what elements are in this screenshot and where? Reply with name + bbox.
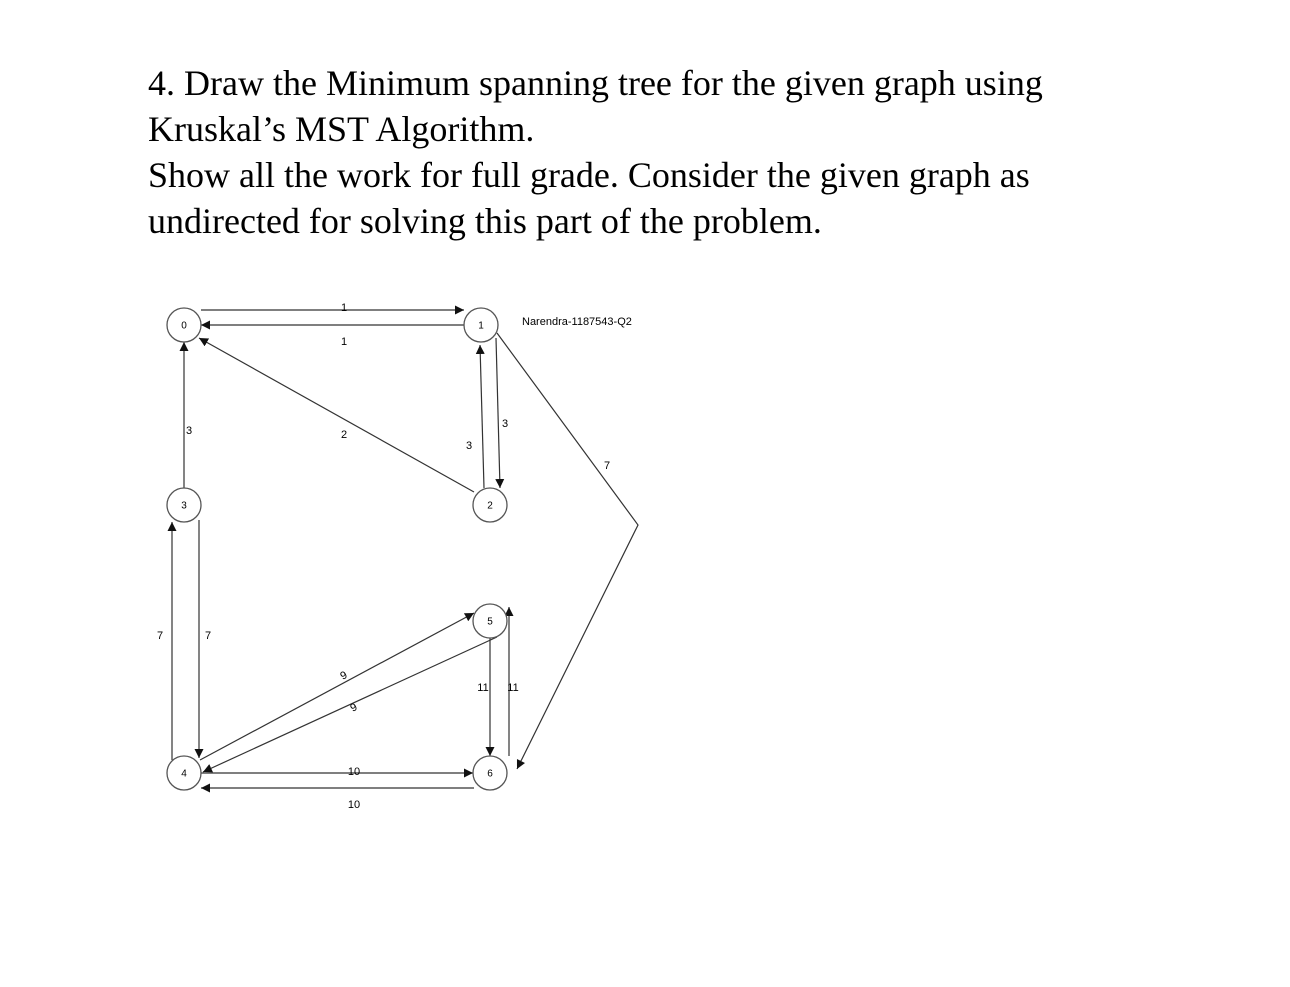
- edge-5-to-6: [477, 638, 490, 756]
- edge-line: [497, 333, 638, 769]
- edge-weight-label: 3: [465, 439, 473, 452]
- edge-line: [496, 338, 500, 488]
- edge-weight-label: 7: [204, 629, 212, 642]
- edge-weight-label: 11: [477, 681, 489, 694]
- edge-weight-label: 9: [338, 669, 350, 683]
- question-line-3: Show all the work for full grade. Consider the given graph as: [148, 155, 1030, 195]
- edge-weight-label: 7: [603, 459, 611, 472]
- node-label: 4: [181, 768, 187, 780]
- question-line-1: 4. Draw the Minimum spanning tree for the given graph using: [148, 63, 1043, 103]
- question-line-4: undirected for solving this part of the problem.: [148, 201, 822, 241]
- edge-4-to-5: [200, 613, 474, 760]
- edge-1-to-0: [201, 325, 464, 348]
- edge-1-to-2: [496, 338, 508, 488]
- edge-line: [480, 345, 484, 488]
- edge-weight-label: 1: [340, 335, 348, 348]
- edge-0-to-1: [201, 302, 464, 314]
- edge-weight-label: 9: [348, 701, 360, 715]
- edges-layer: [157, 302, 638, 811]
- edge-6-to-5: [507, 607, 518, 756]
- edge-line: [200, 613, 474, 760]
- node-2: [473, 488, 507, 522]
- node-6: [473, 756, 507, 790]
- edge-4-to-6: [201, 766, 473, 778]
- edge-weight-label: 7: [156, 629, 164, 642]
- edge-line: [199, 335, 474, 492]
- edge-2-to-1: [466, 345, 484, 488]
- node-label: 6: [487, 768, 493, 780]
- edge-6-to-4: [201, 788, 474, 811]
- question-line-2: Kruskal’s MST Algorithm.: [148, 109, 535, 149]
- node-label: 0: [181, 320, 187, 332]
- node-label: 1: [478, 320, 484, 332]
- node-3: [167, 488, 201, 522]
- nodes-layer: [167, 308, 507, 790]
- node-label: 3: [181, 500, 187, 512]
- node-label: 5: [487, 616, 493, 628]
- edge-weight-label: 2: [340, 428, 348, 441]
- edge-3-to-0: [184, 342, 192, 488]
- edge-1-to-6: [497, 333, 638, 769]
- edge-weight-label: 11: [507, 681, 519, 694]
- node-5: [473, 604, 507, 638]
- edge-weight-label: 10: [347, 765, 361, 778]
- node-0: [167, 308, 201, 342]
- edge-2-to-0: [199, 335, 474, 492]
- edge-weight-label: 1: [340, 301, 348, 314]
- edge-weight-label: 3: [501, 417, 509, 430]
- edge-4-to-3: [157, 522, 172, 760]
- watermark-label: Narendra-1187543-Q2: [522, 316, 632, 328]
- node-1: [464, 308, 498, 342]
- edge-weight-label: 10: [347, 798, 361, 811]
- node-label: 2: [487, 500, 493, 512]
- edge-weight-label: 3: [185, 424, 193, 437]
- edge-3-to-4: [199, 520, 211, 758]
- edge-5-to-4: [203, 637, 497, 772]
- node-4: [167, 756, 201, 790]
